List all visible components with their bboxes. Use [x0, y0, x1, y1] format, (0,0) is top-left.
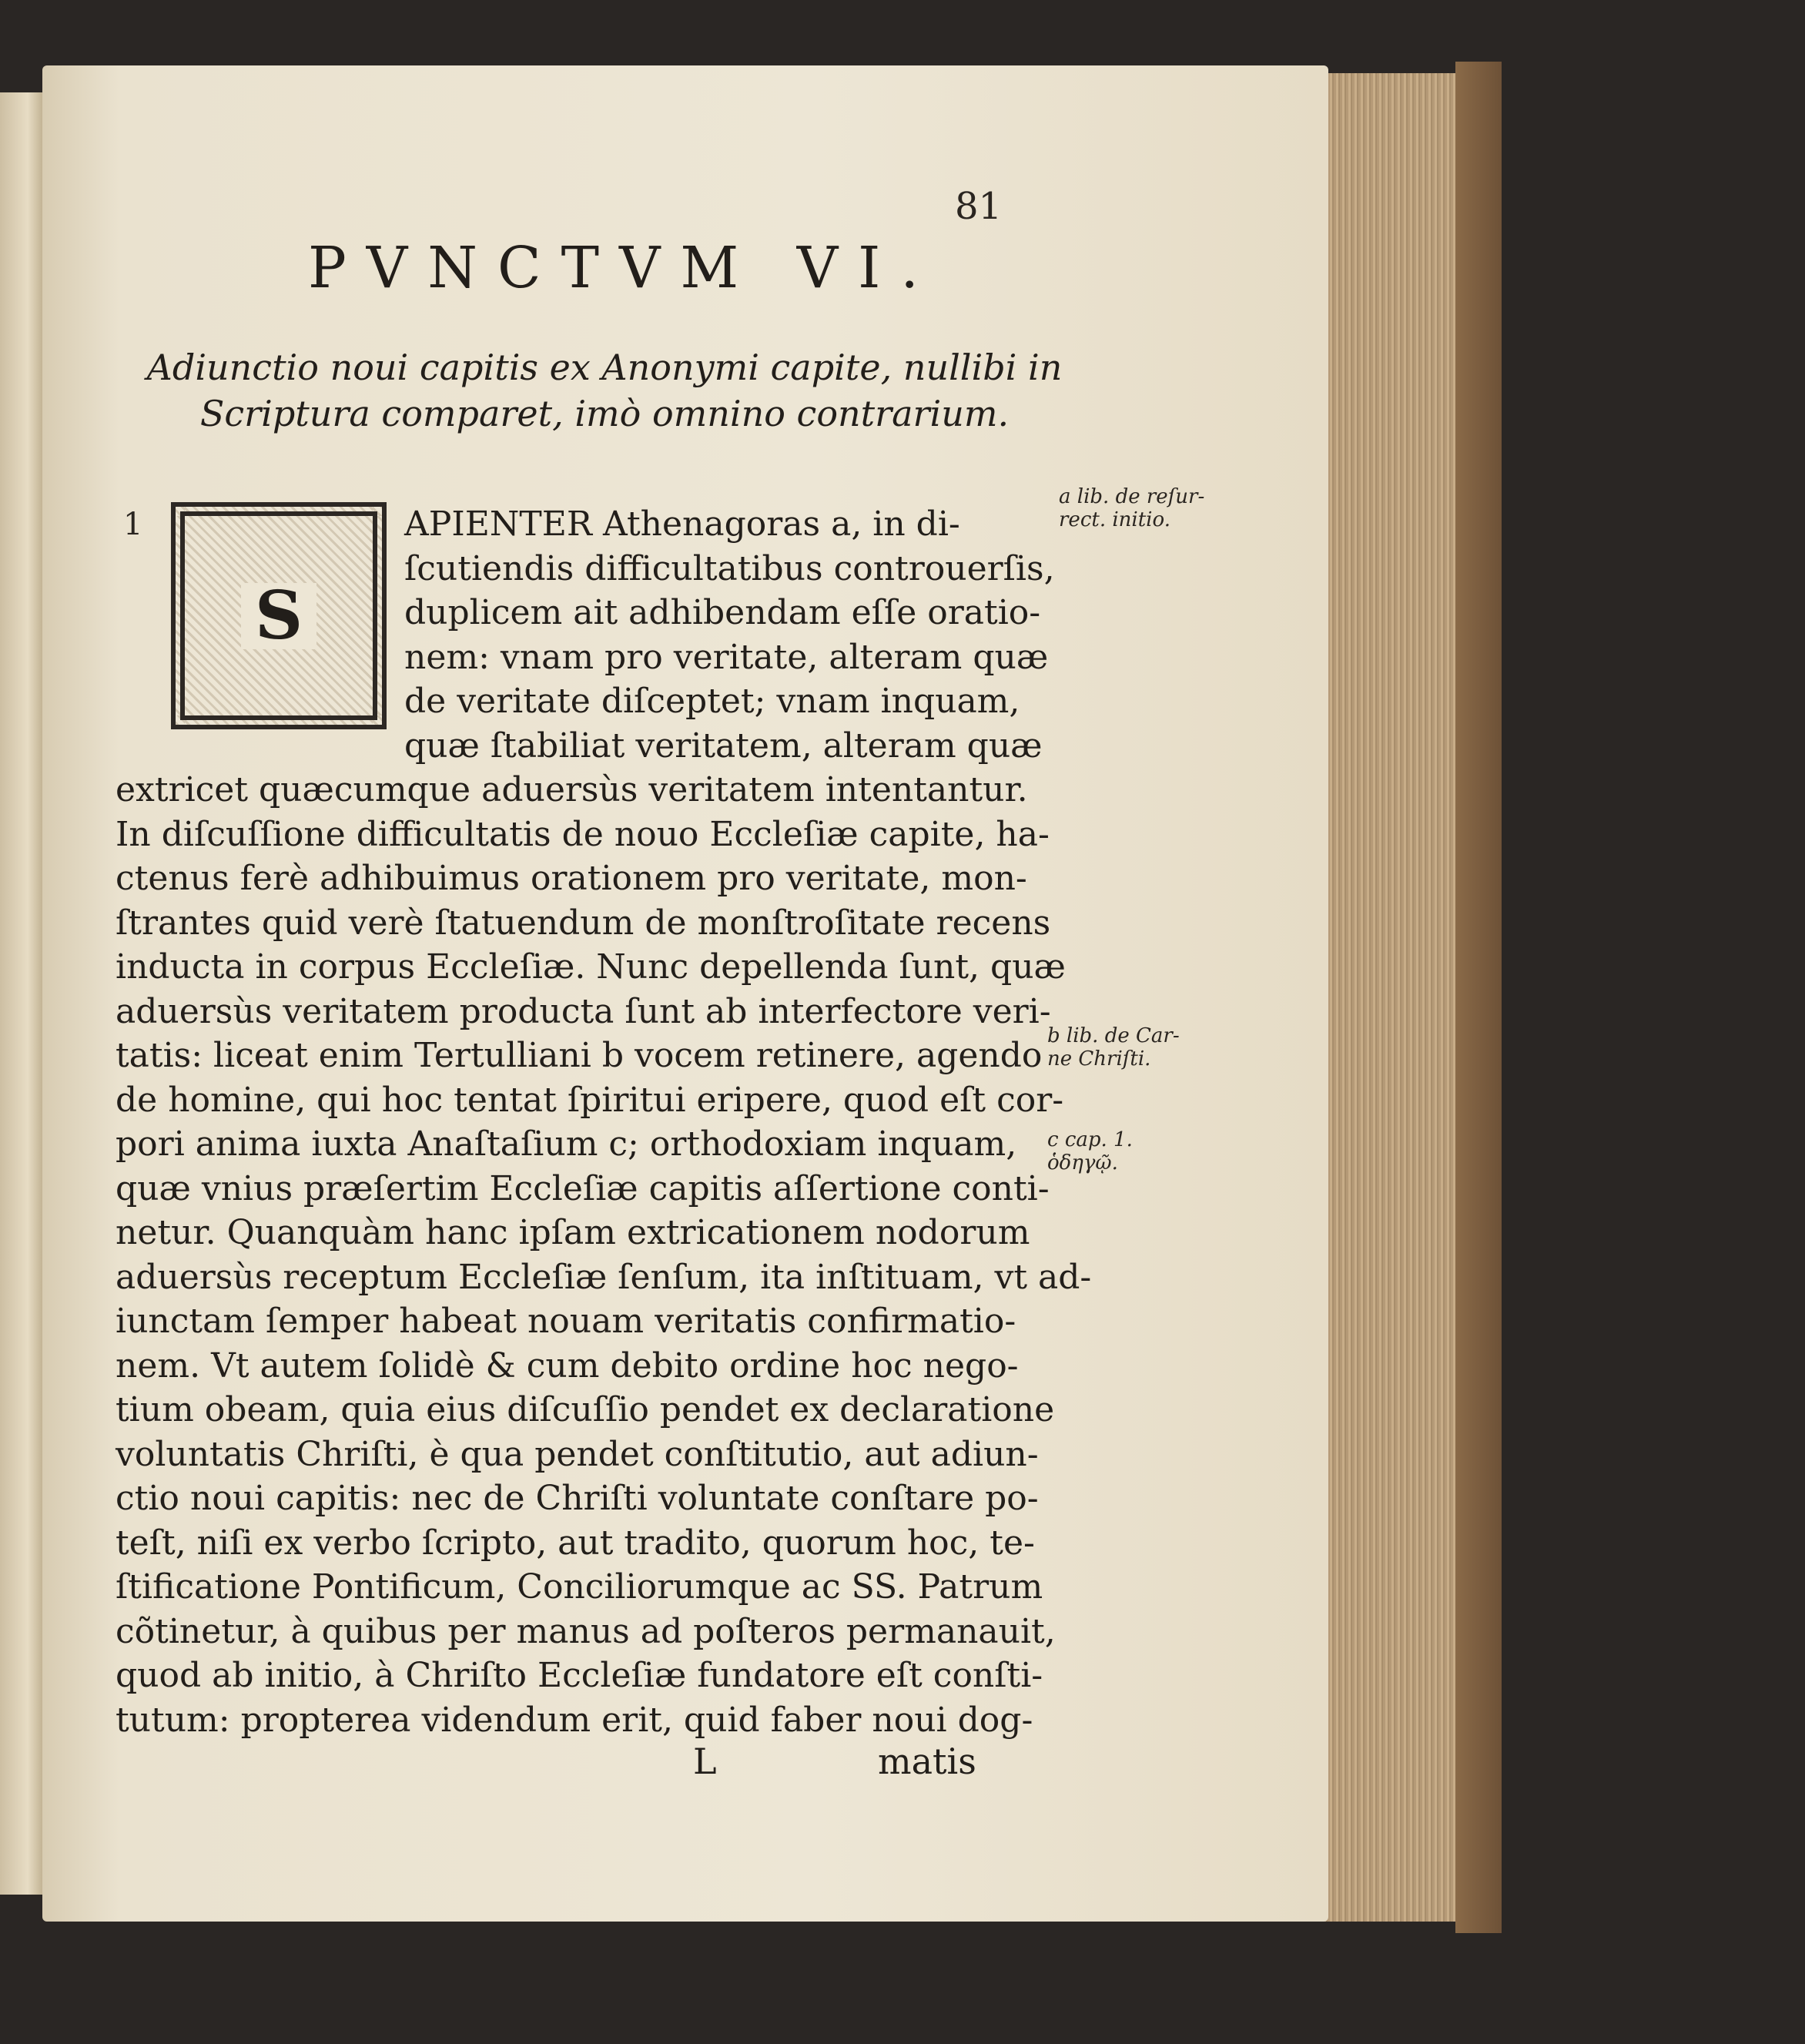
text-line: ſcutiendis difficultatibus controuerſis,	[404, 548, 1055, 588]
text-line: ctenus ferè adhibuimus orationem pro veritate, mon-	[116, 859, 1027, 898]
text-line: extricet quæcumque aduersùs veritatem intentantur.	[116, 770, 1028, 809]
text-line: quod ab initio, à Chriſto Eccleſiæ fundatore eſt conſti-	[116, 1656, 1043, 1695]
text-line: nem. Vt autem ſolidè & cum debito ordine hoc nego-	[116, 1345, 1019, 1386]
text-line: voluntatis Chriſti, è qua pendet conſtitutio, aut adiun-	[116, 1434, 1039, 1474]
margin-note-b-line-2: ne Chriſti.	[1047, 1047, 1151, 1071]
paragraph-number: 1	[123, 507, 143, 542]
text-line: APIENTER Athenagoras a, in di-	[404, 504, 960, 544]
page-title: PVNCTVM VI.	[308, 235, 939, 301]
text-line: ctio noui capitis: nec de Chriſti voluntate conſtare po-	[116, 1479, 1039, 1518]
margin-note-c-line-1: c cap. 1.	[1047, 1128, 1133, 1151]
page-number: 81	[955, 185, 1003, 228]
ornamental-initial	[171, 502, 387, 729]
drop-cap-letter: S	[241, 583, 316, 649]
facing-page-edge	[0, 92, 46, 1895]
text-line: cõtinetur, à quibus per manus ad poſteros permanauit,	[116, 1611, 1056, 1651]
book-cover-edge	[1455, 62, 1502, 1933]
catchword: matis	[878, 1741, 976, 1782]
text-line: quæ vnius præſertim Eccleſiæ capitis aſſertione conti-	[116, 1168, 1050, 1208]
text-line: In diſcuſſione difficultatis de nouo Eccleſiæ capite, ha-	[116, 814, 1050, 854]
margin-note-b-line-1: b lib. de Car-	[1047, 1024, 1180, 1047]
text-line: tium obeam, quia eius diſcuſſio pendet ex declaratione	[116, 1390, 1055, 1429]
text-line: aduersùs veritatem producta ſunt ab interfectore veri-	[116, 991, 1051, 1031]
text-line: quæ ſtabiliat veritatem, alteram quæ	[404, 725, 1043, 766]
subtitle-line-1: Adiunctio noui capitis ex Anonymi capite, nullibi in	[146, 347, 1063, 388]
text-line: netur. Quanquàm hanc ipſam extricationem nodorum	[116, 1213, 1030, 1252]
margin-note-a-line-2: rect. initio.	[1059, 508, 1170, 531]
margin-note-c	[1047, 1128, 1133, 1174]
text-line: ſtrantes quid verè ſtatuendum de monſtroſitate recens	[116, 903, 1051, 943]
text-line: tatis: liceat enim Tertulliani b vocem retinere, agendo	[116, 1036, 1043, 1075]
text-line: duplicem ait adhibendam eſſe oratio-	[404, 593, 1041, 632]
text-line: ſtificatione Pontificum, Conciliorumque ac SS. Patrum	[116, 1567, 1043, 1607]
text-line: inducta in corpus Eccleſiæ. Nunc depellenda ſunt, quæ	[116, 947, 1066, 987]
text-line: iunctam ſemper habeat nouam veritatis confirmatio-	[116, 1302, 1016, 1341]
text-line: nem: vnam pro veritate, alteram quæ	[404, 637, 1049, 677]
text-line: teſt, niſi ex verbo ſcripto, aut tradito, quorum hoc, te-	[116, 1523, 1035, 1563]
signature-mark: L	[693, 1741, 717, 1782]
text-line: aduersùs receptum Eccleſiæ ſenſum, ita inſtituam, vt ad-	[116, 1257, 1092, 1297]
margin-note-c-line-2: ὁδηγῷ.	[1047, 1151, 1118, 1174]
margin-note-b	[1047, 1024, 1180, 1071]
text-line: tutum: propterea videndum erit, quid faber noui dog-	[116, 1700, 1033, 1740]
margin-note-a	[1059, 485, 1204, 531]
subtitle-line-2: Scriptura comparet, imò omnino contrarium.	[199, 393, 1010, 434]
text-line: de veritate diſceptet; vnam inquam,	[404, 682, 1020, 721]
text-line: pori anima iuxta Anaſtaſium c; orthodoxiam inquam,	[116, 1124, 1017, 1164]
text-line: de homine, qui hoc tentat ſpiritui eripere, quod eſt cor-	[116, 1080, 1064, 1120]
margin-note-a-line-1: a lib. de reſur-	[1059, 485, 1205, 508]
